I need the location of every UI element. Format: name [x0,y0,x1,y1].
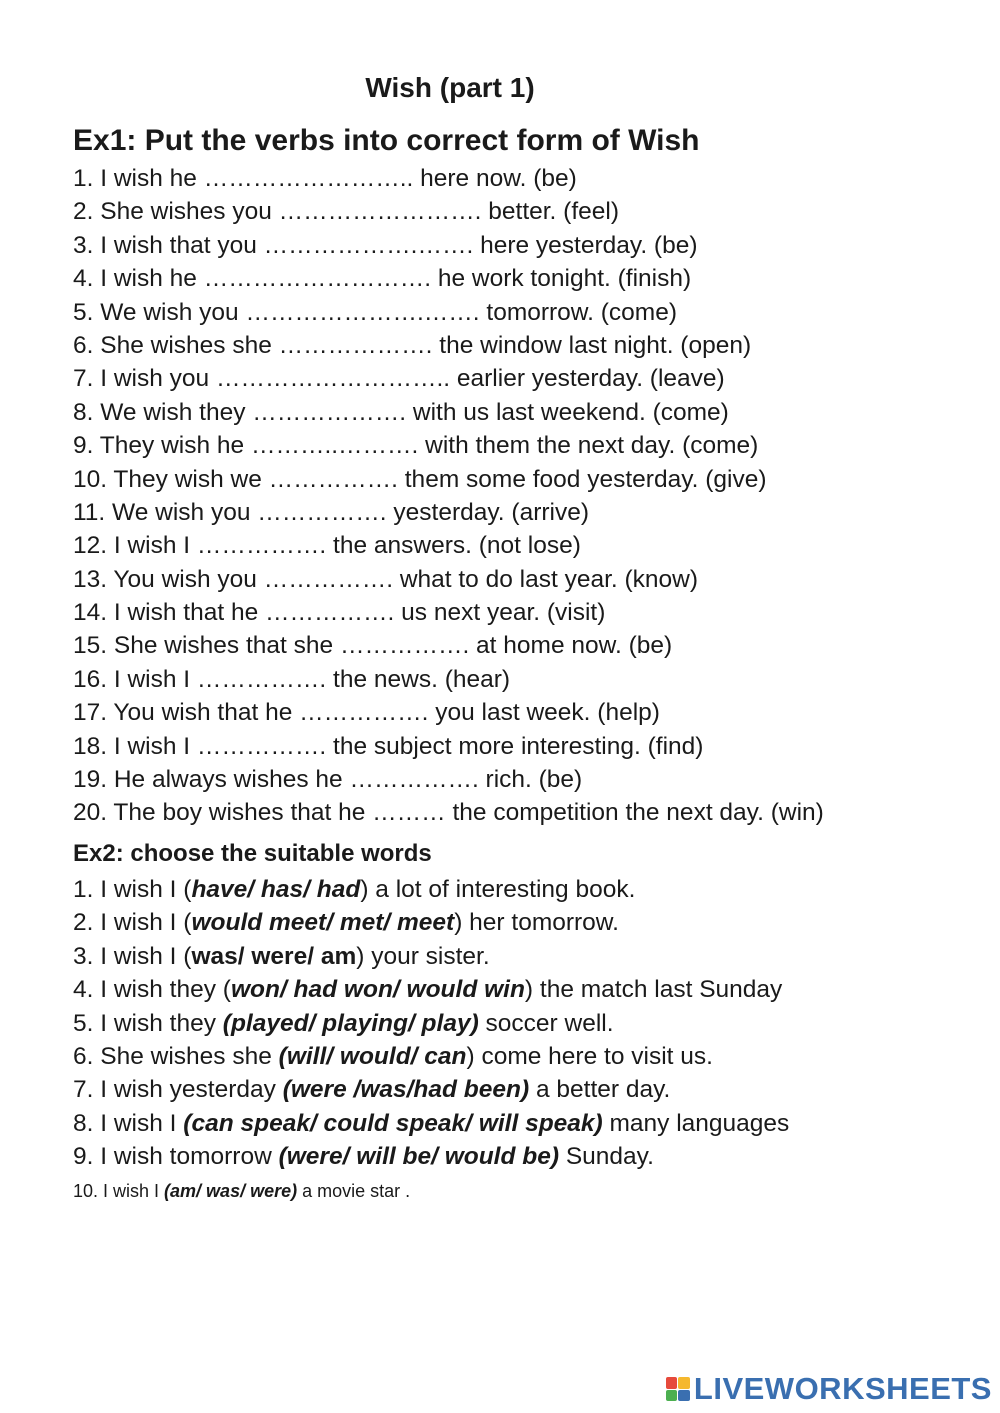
item-suffix: many languages [602,1109,790,1137]
exercise-2-item [73,1040,789,1073]
answer-options: (were /was/had been) [282,1076,530,1104]
exercise-2-item [73,1174,789,1202]
liveworksheets-watermark [666,1373,992,1405]
exercise-2-item [73,873,789,906]
page-title: Wish (part 1) [365,72,535,103]
exercise-2-item [73,1007,789,1040]
exercise-1-item: 13. You wish you ……………. what to do last year. (know) [73,565,699,593]
exercise-1-item: 15. She wishes that she ……………. at home now. (be) [73,632,673,660]
item-prefix: 7. I wish yesterday [73,1076,283,1104]
answer-options: would meet/ met/ meet [191,909,455,937]
item-prefix: 10. I wish I [73,1180,165,1201]
item-suffix: a better day. [529,1076,671,1104]
exercise-1-item: 9. They wish he ………..………. with them the next day. (come) [73,432,759,460]
brand-name: LIVEWORKSHEETS [693,1371,992,1406]
exercise-1-item: 8. We wish they ………………. with us last weekend. (come) [73,398,729,426]
exercise-1-item: 10. They wish we ……………. them some food yesterday. (give) [73,465,767,493]
item-prefix: 9. I wish tomorrow [73,1143,279,1171]
liveworksheets-logo-icon [666,1377,690,1401]
exercise-1-item: 4. I wish he ………………………. he work tonight. (finish) [73,265,692,293]
exercise-2-item [73,973,789,1006]
answer-options: (will/ would/ can [278,1042,467,1070]
exercise-1-item: 17. You wish that he ……………. you last week. (help) [73,699,660,727]
item-prefix: 3. I wish I ( [73,942,192,970]
exercise-2-item [73,906,789,939]
exercise-2-item [73,940,789,973]
item-suffix: a movie star . [297,1180,411,1201]
exercise-1-item: 12. I wish I ……………. the answers. (not lose) [73,532,581,560]
item-prefix: 1. I wish I ( [73,876,192,903]
exercise-2-list [73,873,789,1202]
exercise-1-item: 6. She wishes she ………………. the window last night. (open) [73,331,752,359]
answer-options: (can speak/ could speak/ will speak) [183,1109,603,1137]
answer-options: (am/ was/ were) [164,1180,298,1201]
exercise-2-item [73,1107,789,1140]
exercise-1-item: 14. I wish that he ……………. us next year. (visit) [73,599,606,627]
answer-options: (were/ will be/ would be) [278,1143,560,1171]
exercise-1-list [73,162,824,830]
item-prefix: 8. I wish I [73,1109,184,1137]
item-suffix: ) your sister. [356,942,490,970]
item-suffix: ) her tomorrow. [454,909,619,937]
answer-options: was/ were/ am [191,942,357,970]
item-prefix: 4. I wish they ( [73,976,231,1004]
exercise-1-heading: Ex1: Put the verbs into correct form of Wish [73,124,700,157]
exercise-1-item: 7. I wish you ……………………….. earlier yesterday. (leave) [73,365,725,393]
item-suffix: ) come here to visit us. [466,1042,713,1070]
exercise-1-item: 19. He always wishes he ……………. rich. (be) [73,766,583,794]
exercise-1-item: 20. The boy wishes that he ……… the competition the next day. (win) [73,799,824,827]
exercise-2-item [73,1140,789,1173]
exercise-1-item: 5. We wish you ………………….……. tomorrow. (come) [73,298,677,326]
exercise-1-item: 1. I wish he …………………….. here now. (be) [73,165,577,192]
exercise-1-item: 2. She wishes you ……………………. better. (feel) [73,198,619,226]
item-prefix: 6. She wishes she [73,1042,279,1070]
item-suffix: Sunday. [559,1143,654,1171]
exercise-1-item: 18. I wish I ……………. the subject more interesting. (find) [73,732,704,760]
item-prefix: 2. I wish I ( [73,909,192,937]
item-prefix: 5. I wish they [73,1009,223,1037]
exercise-1-item: 3. I wish that you ……………….……. here yesterday. (be) [73,231,698,259]
answer-options: won/ had won/ would win [230,976,525,1004]
exercise-2-heading: Ex2: choose the suitable words [73,840,432,867]
item-suffix: ) the match last Sunday [524,976,783,1004]
exercise-2-item [73,1073,789,1106]
exercise-1-item: 11. We wish you ……………. yesterday. (arrive) [73,498,589,526]
answer-options: have/ has/ had [191,876,361,903]
answer-options: (played/ playing/ play) [222,1009,479,1037]
exercise-1-item: 16. I wish I ……………. the news. (hear) [73,665,511,693]
item-suffix: soccer well. [478,1009,614,1037]
item-suffix: ) a lot of interesting book. [360,876,636,903]
